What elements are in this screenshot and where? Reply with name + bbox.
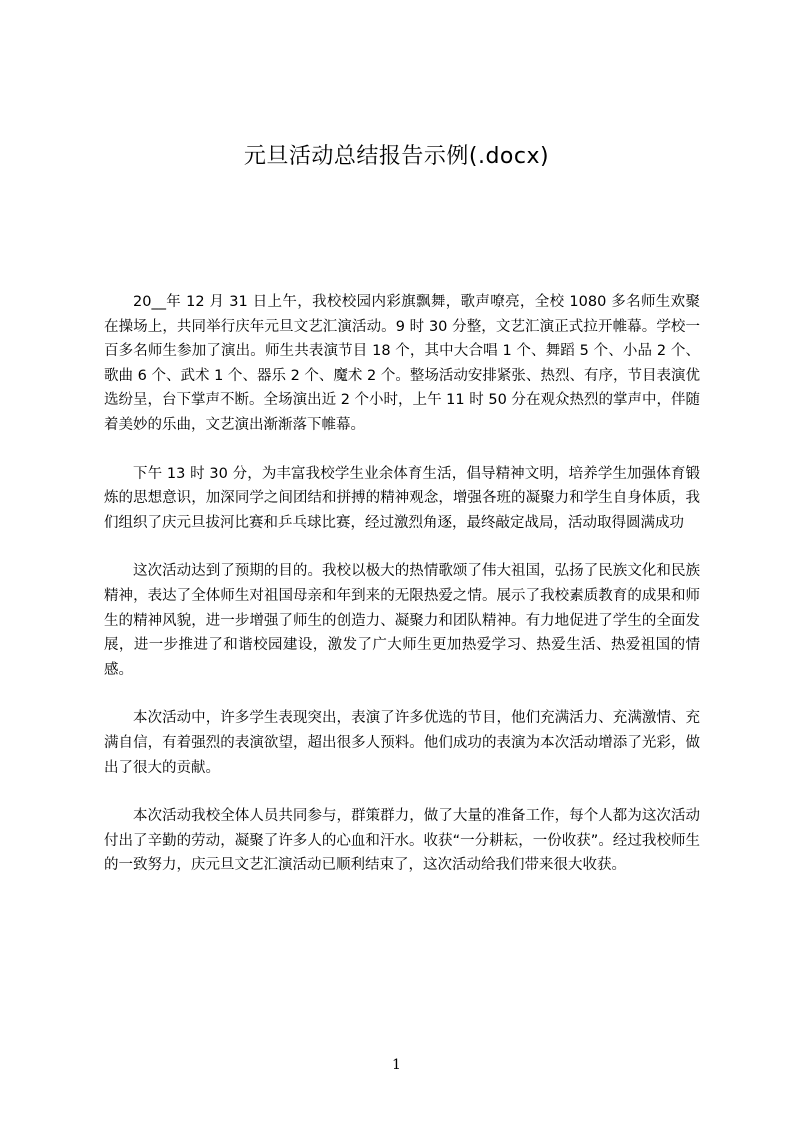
document-title: 元旦活动总结报告示例(.docx) xyxy=(243,144,550,169)
paragraph-conclusion: 本次活动我校全体人员共同参与，群策群力，做了大量的准备工作，每个人都为这次活动付出了辛勤的劳动，凝聚了许多人的心血和汗水。收获“一分耕耘，一份收获”。经过我校师生的一致努力，庆元旦文艺汇演活动已顺利结束了，这次活动给我们带来很大收获。 xyxy=(104,808,700,874)
document-body xyxy=(104,290,700,902)
paragraph-sports: 下午 13 时 30 分，为丰富我校学生业余体育生活，倡导精神文明，培养学生加强体育锻炼的思想意识，加深同学之间团结和拼搏的精神观念，增强各班的凝聚力和学生自身体质，我们组织了庆元旦拔河比赛和乒乓球比赛，经过激烈角逐，最终敲定战局，活动取得圆满成功 xyxy=(104,465,700,531)
paragraph-performance: 20__年 12 月 31 日上午，我校校园内彩旗飘舞，歌声嘹亮，全校 1080 多名师生欢聚在操场上，共同举行庆年元旦文艺汇演活动。9 时 30 分整，文艺汇演正式拉开帷幕。学校一百多名师生参加了演出。师生共表演节目 18 个，其中大合唱 1 个、舞蹈 5 个、小品 2 个、歌曲 6 个、武术 1 个、器乐 2 个、魔术 2 个。整场活动安排紧张、热烈、有序，节目表演优选纷呈，台下掌声不断。全场演出近 2 个小时，上午 11 时 50 分在观众热烈的掌声中，伴随着美妙的乐曲，文艺演出渐渐落下帷幕。 xyxy=(104,294,700,433)
page-number: 1 xyxy=(392,1057,401,1073)
paragraph-students: 本次活动中，许多学生表现突出，表演了许多优选的节目，他们充满活力、充满激情、充满自信，有着强烈的表演欲望，超出很多人预料。他们成功的表演为本次活动增添了光彩，做出了很大的贡献。 xyxy=(104,710,700,776)
paragraph-purpose: 这次活动达到了预期的目的。我校以极大的热情歌颂了伟大祖国，弘扬了民族文化和民族精神，表达了全体师生对祖国母亲和年到来的无限热爱之情。展示了我校素质教育的成果和师生的精神风貌，进一步增强了师生的创造力、凝聚力和团队精神。有力地促进了学生的全面发展，进一步推进了和谐校园建设，激发了广大师生更加热爱学习、热爱生活、热爱祖国的情感。 xyxy=(104,563,700,678)
